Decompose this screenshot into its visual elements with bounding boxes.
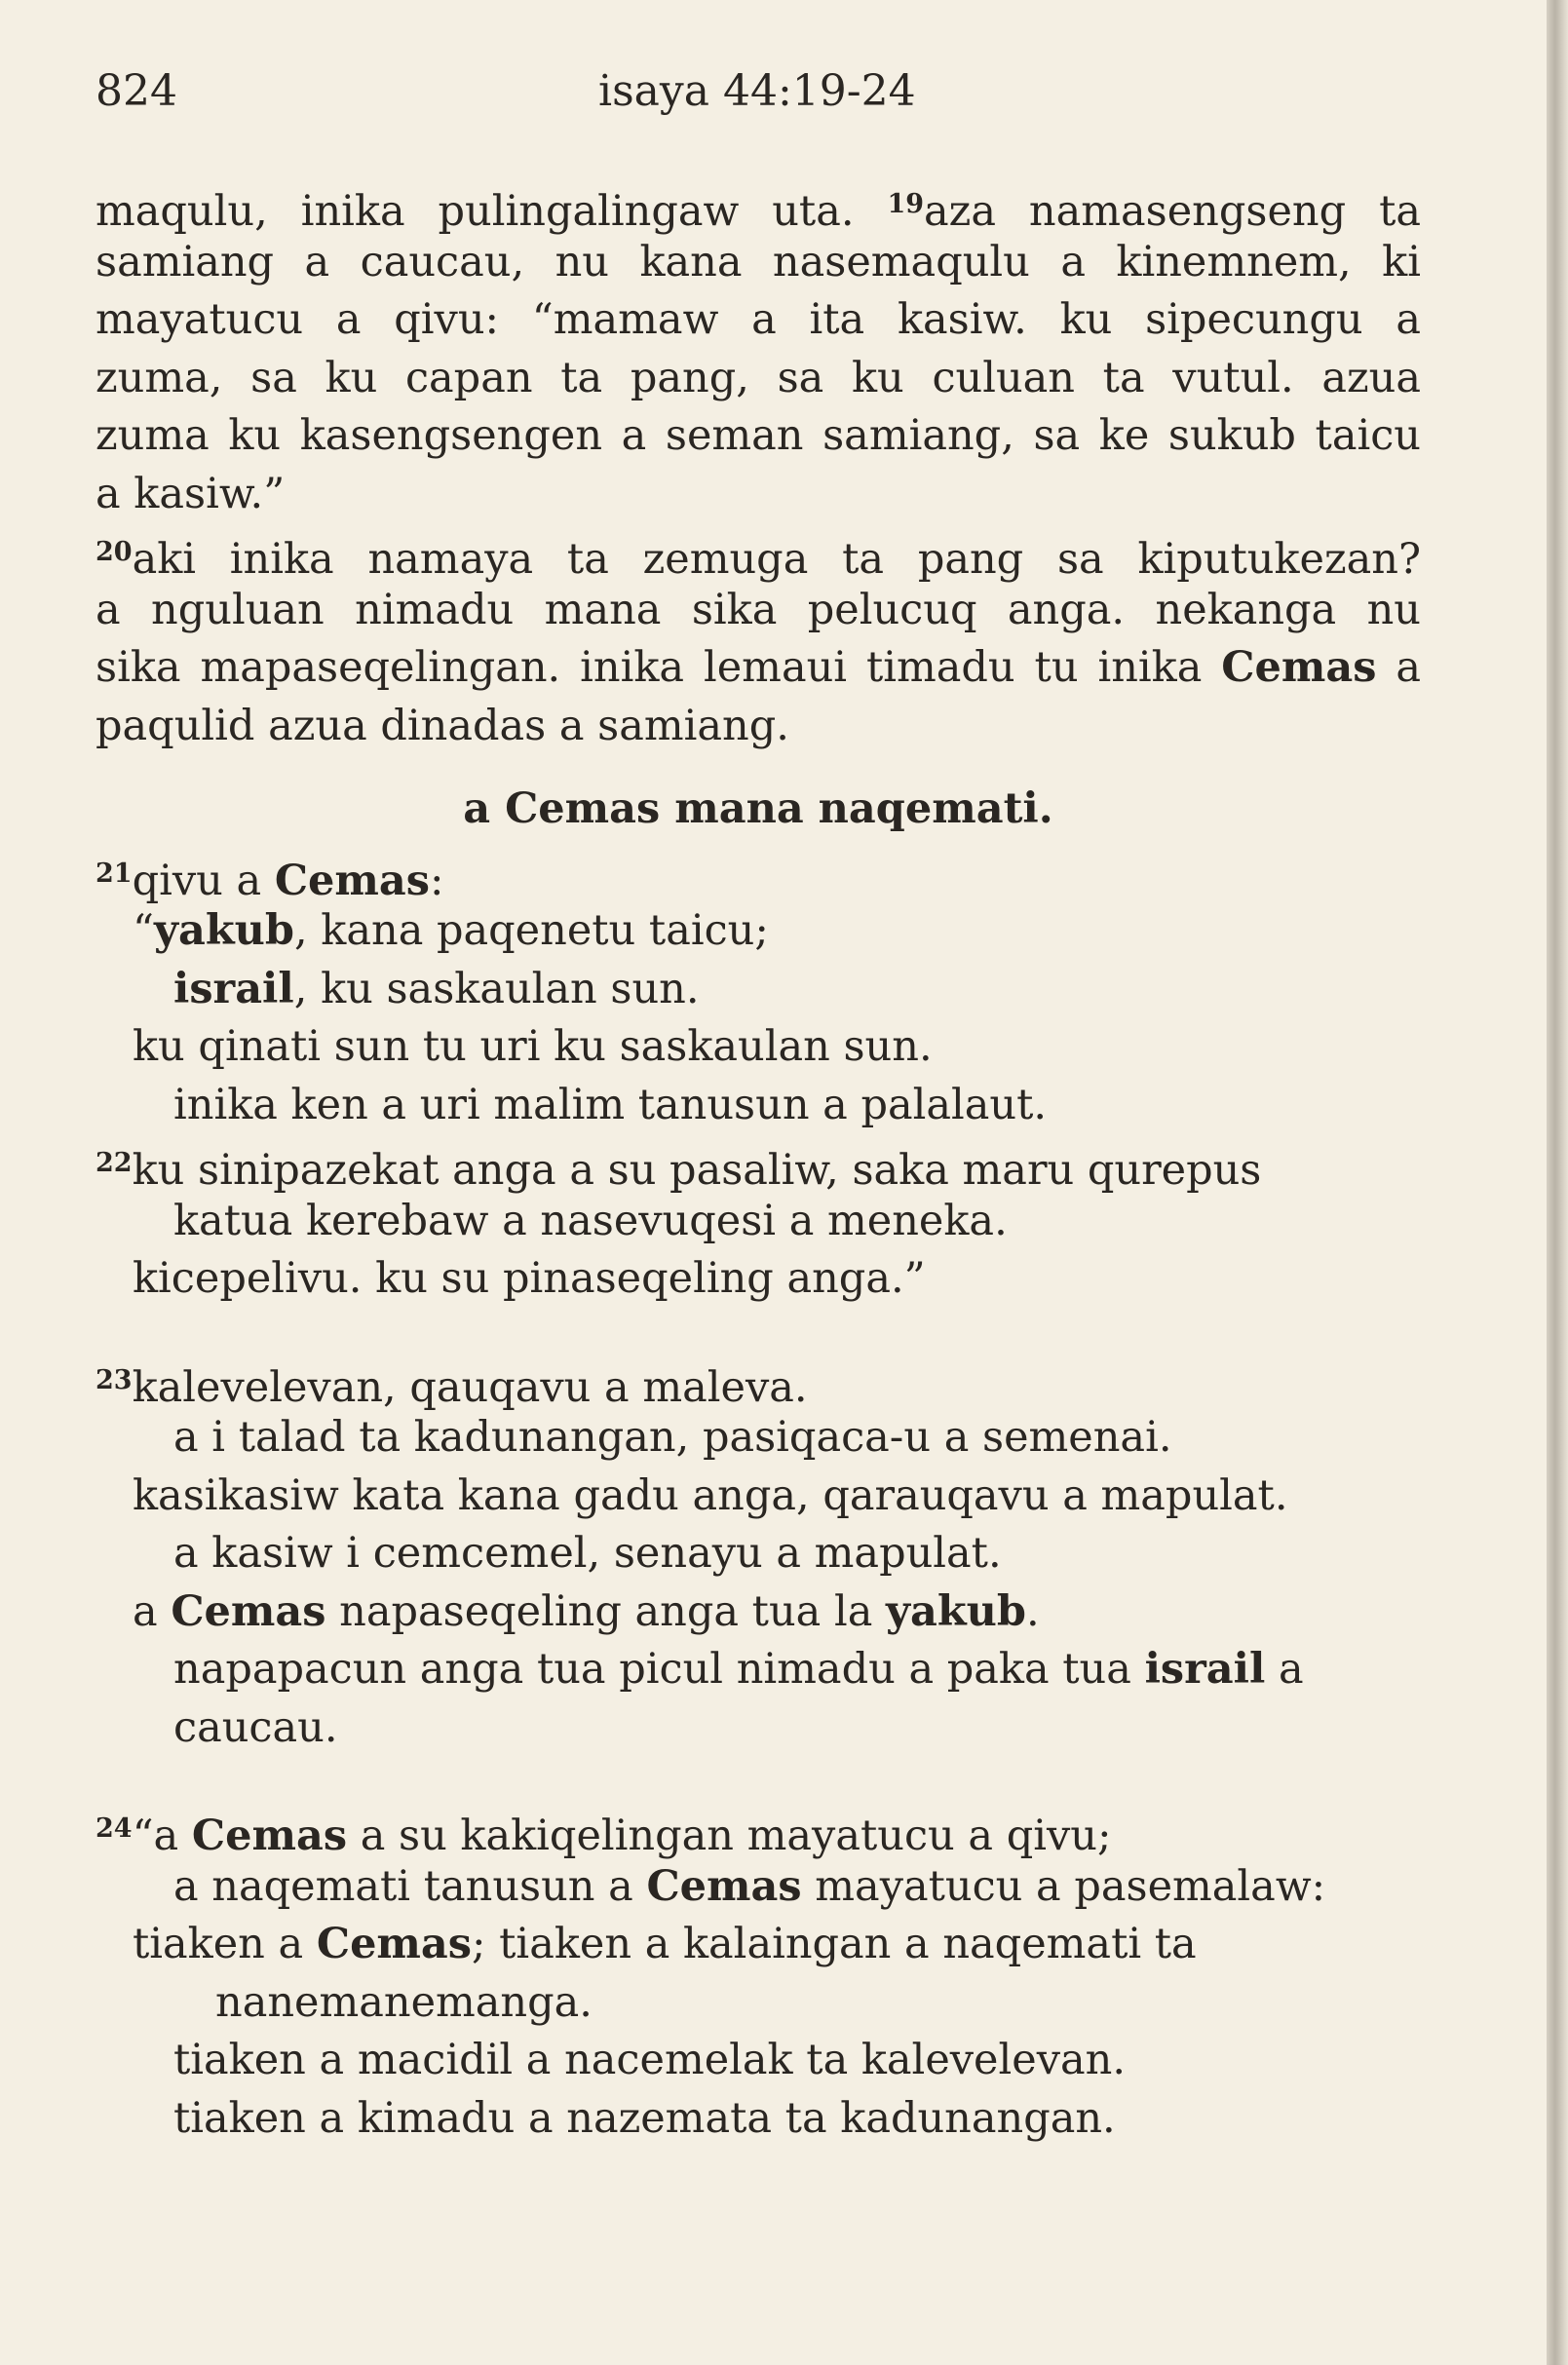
text-line: $^{24}$“a Cemas a su kakiqelingan mayatucu a qivu; [96, 1812, 1112, 1860]
verse-number: 22 [96, 1148, 133, 1178]
text-line: ku qinati sun tu uri ku saskaulan sun. [133, 1022, 933, 1071]
text-line: sika mapaseqelingan. inika lemaui timadu tu inika Cemas a [96, 643, 1422, 692]
text-line: a Cemas napaseqeling anga tua la yakub. [133, 1586, 1040, 1636]
text-line: a kasiw.” [96, 469, 286, 518]
text-line: mayatucu a qivu: “mamaw a ita kasiw. ku sipecungu a [96, 295, 1421, 344]
verse-number: 24 [96, 1813, 133, 1844]
text-line: katua kerebaw a nasevuqesi a meneka. [173, 1196, 1008, 1245]
text-line: kasikasiw kata kana gadu anga, qarauqavu a mapulat. [133, 1470, 1288, 1520]
page-edge [1547, 0, 1568, 2365]
verse-number: 23 [96, 1364, 133, 1395]
text-line: inika ken a uri malim tanusun a palalaut. [173, 1080, 1048, 1129]
body-text [96, 175, 1421, 2148]
verse-number: 21 [96, 858, 133, 889]
text-line: $^{22}$ku sinipazekat anga a su pasaliw, saka maru qurepus [96, 1146, 1262, 1195]
text-line: tiaken a Cemas; tiaken a kalaingan a naqemati ta [133, 1920, 1197, 1968]
text-line: paqulid azua dinadas a samiang. [96, 701, 789, 750]
text-line: samiang a caucau, nu kana nasemaqulu a kinemnem, ki [96, 237, 1421, 286]
chapter-reference: isaya 44:19-24 [598, 66, 916, 116]
text-line: tiaken a kimadu a nazemata ta kadunangan. [173, 2093, 1116, 2143]
text-line: a nguluan nimadu mana sika pelucuq anga. nekanga nu [96, 585, 1421, 634]
text-line: zuma ku kasengsengen a seman samiang, sa ke sukub taicu [96, 411, 1421, 460]
text-line: $^{20}$aki inika namaya ta zemuga ta pang sa kiputukezan? [96, 535, 1421, 584]
running-head [96, 66, 1421, 134]
text-line: a naqemati tanusun a Cemas mayatucu a pasemalaw: [173, 1861, 1326, 1911]
stanza-gap [96, 1757, 1421, 1800]
text-line: napapacun anga tua picul nimadu a paka tua israil a [173, 1645, 1304, 1694]
text-line: tiaken a macidil a nacemelak ta kalevelevan. [173, 2036, 1126, 2084]
text-line: israil, ku saskaulan sun. [173, 964, 700, 1013]
text-line: $^{23}$kalevelevan, qauqavu a maleva. [96, 1362, 808, 1412]
verse-number: 19 [887, 189, 925, 219]
text-line: a kasiw i cemcemel, senayu a mapulat. [173, 1529, 1002, 1578]
text-line: nanemanemanga. [215, 1977, 593, 2027]
text-line: a i talad ta kadunangan, pasiqaca-u a semenai. [173, 1413, 1172, 1462]
stanza-gap [96, 1309, 1421, 1352]
text-line: maqulu, inika pulingalingaw uta. $^{19}$aza namasengseng ta [96, 187, 1421, 236]
text-line: kicepelivu. ku su pinaseqeling anga.” [133, 1254, 926, 1303]
text-line: $^{21}$qivu a Cemas: [96, 856, 444, 905]
text-line: zuma, sa ku capan ta pang, sa ku culuan ta vutul. azua [96, 353, 1421, 402]
page-number: 824 [96, 66, 177, 116]
verse-number: 20 [96, 537, 133, 567]
text-line: caucau. [173, 1702, 338, 1752]
text-line: “yakub, kana paqenetu taicu; [133, 906, 769, 955]
section-heading: a Cemas mana naqemati. [463, 784, 1053, 833]
